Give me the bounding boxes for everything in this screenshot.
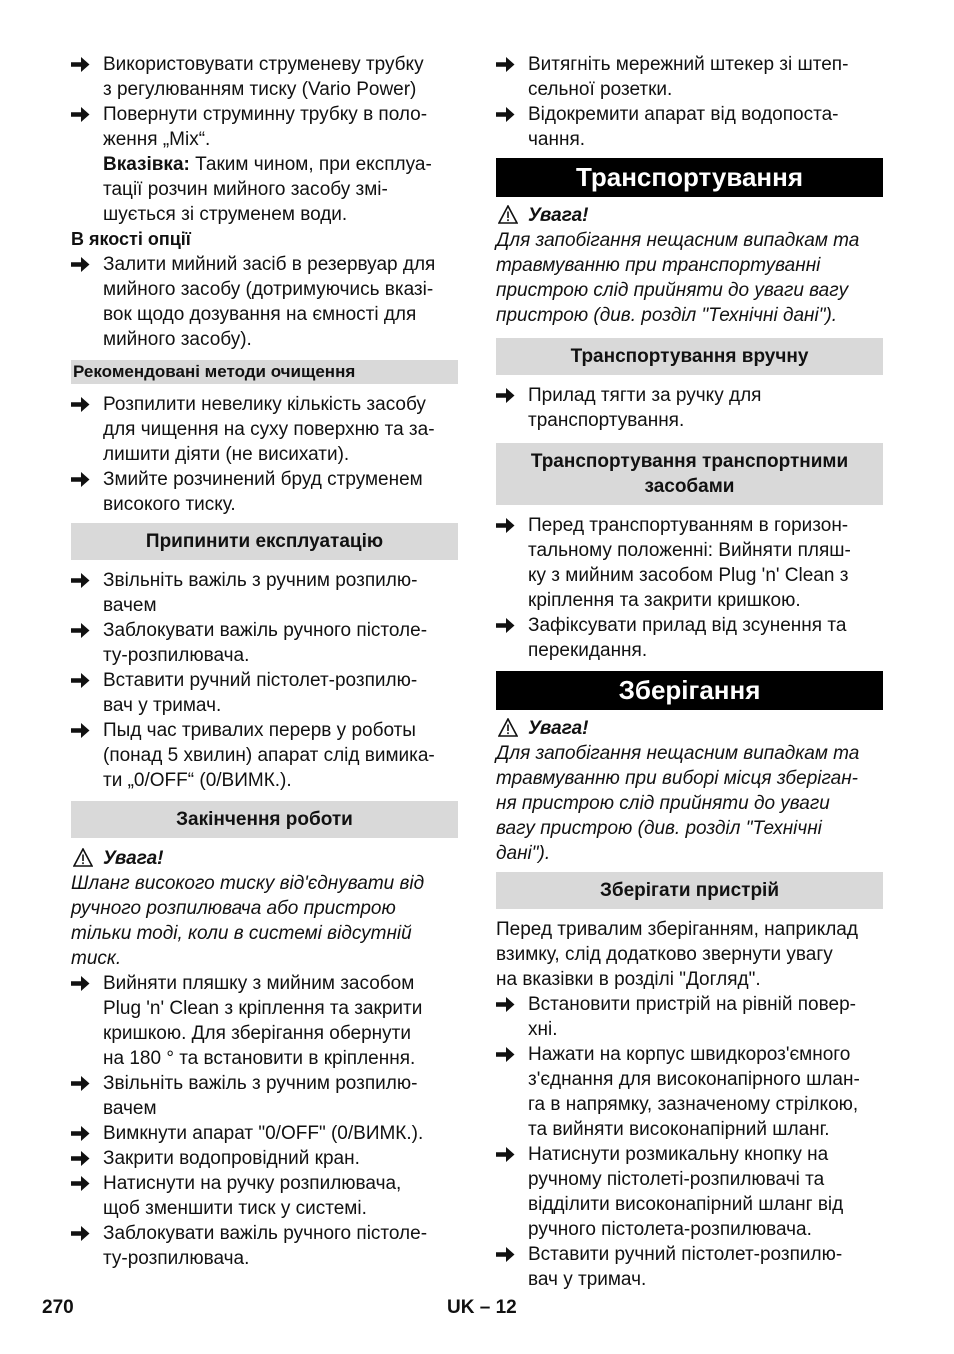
store-list bbox=[496, 992, 883, 1292]
list-item-text: Пыд час тривалих перерв у роботы bbox=[103, 720, 416, 741]
manual-heading: Транспортування вручну bbox=[496, 338, 883, 375]
arrow-right-icon bbox=[496, 996, 515, 1013]
list-item-text: Вставити ручний пістолет-розпилю- bbox=[103, 670, 418, 691]
list-item bbox=[71, 718, 458, 793]
list-item bbox=[496, 513, 883, 613]
arrow-right-icon bbox=[496, 517, 515, 534]
list-item-text: Вийняти пляшку з мийним засобом bbox=[103, 973, 415, 994]
list-item-text: га в напрямку, зазначеному стрілкою, bbox=[528, 1094, 859, 1115]
list-item bbox=[496, 383, 883, 433]
list-item-text: Вставити ручний пістолет-розпилю- bbox=[528, 1244, 843, 1265]
text-line: пристрою слід прийняти до уваги вагу bbox=[496, 280, 849, 301]
text-line: Перед тривалим зберіганням, наприклад bbox=[496, 919, 858, 940]
list-item bbox=[71, 1121, 458, 1146]
list-item-text: Заблокувати важіль ручного пістоле- bbox=[103, 620, 428, 641]
arrow-right-icon bbox=[496, 1246, 515, 1263]
text-line: пристрою (див. розділ "Технічні дані"). bbox=[496, 305, 838, 326]
list-item-text: Закрити водопровідний кран. bbox=[103, 1148, 360, 1169]
list-item-text: ручного пістолета-розпилювача. bbox=[528, 1219, 812, 1240]
finish-warning-title bbox=[71, 846, 458, 871]
arrow-right-icon bbox=[71, 106, 90, 123]
warning-triangle-icon bbox=[498, 205, 518, 224]
transport-warning-label: Увага! bbox=[528, 205, 589, 226]
arrow-right-icon bbox=[71, 1175, 90, 1192]
list-item-text: для чищення на суху поверхню та за- bbox=[103, 419, 435, 440]
text-line: ня пристрою слід прийняти до уваги bbox=[496, 793, 830, 814]
note-line-1 bbox=[71, 152, 458, 177]
list-item-text: високого тиску. bbox=[103, 494, 236, 515]
arrow-right-icon bbox=[71, 256, 90, 273]
list-item-text: Встановити пристрій на рівній повер- bbox=[528, 994, 856, 1015]
warning-triangle-icon bbox=[73, 848, 93, 867]
list-item-text: ження „Mix“. bbox=[103, 129, 211, 150]
list-item-text: Натиснути на ручку розпилювача, bbox=[103, 1173, 402, 1194]
arrow-right-icon bbox=[71, 1225, 90, 1242]
list-item-text: чання. bbox=[528, 129, 586, 150]
list-item bbox=[496, 1042, 883, 1142]
list-item bbox=[496, 1242, 883, 1292]
text-line: травмуванню при транспортуванні bbox=[496, 255, 821, 276]
transport-heading: Транспортування bbox=[496, 158, 883, 197]
arrow-right-icon bbox=[71, 1075, 90, 1092]
list-item-text: Звільніть важіль з ручним розпилю- bbox=[103, 1073, 418, 1094]
list-item-text: на 180 ° та встановити в кріплення. bbox=[103, 1048, 416, 1069]
page-code: UK – 12 bbox=[447, 1297, 517, 1318]
list-item bbox=[71, 102, 458, 152]
vehicle-list bbox=[496, 513, 883, 663]
list-item bbox=[496, 613, 883, 663]
list-item bbox=[71, 252, 458, 352]
arrow-right-icon bbox=[496, 106, 515, 123]
list-item-text: Використовувати струменеву трубку bbox=[103, 54, 424, 75]
text-line: на вказівки в розділі "Догляд". bbox=[496, 969, 761, 990]
list-item-text: вачем bbox=[103, 595, 157, 616]
note-line-3: шується зі струменем води. bbox=[103, 204, 348, 225]
text-line: травмуванню при виборі місця зберіган- bbox=[496, 768, 858, 789]
finish-warning-text bbox=[71, 871, 458, 971]
arrow-right-icon bbox=[71, 1125, 90, 1142]
vehicle-heading-line-2: засобами bbox=[644, 476, 735, 497]
arrow-right-icon bbox=[71, 722, 90, 739]
arrow-right-icon bbox=[71, 1150, 90, 1167]
list-item-text: ту-розпилювача. bbox=[103, 645, 250, 666]
list-item-text: з'єднання для високонапірного шлан- bbox=[528, 1069, 860, 1090]
storage-warning-title bbox=[496, 716, 883, 741]
list-item bbox=[71, 1221, 458, 1271]
storage-heading: Зберігання bbox=[496, 671, 883, 710]
store-intro bbox=[496, 917, 883, 992]
list-item bbox=[71, 1071, 458, 1121]
note-label: Вказівка: bbox=[103, 154, 190, 175]
list-item bbox=[71, 971, 458, 1071]
arrow-right-icon bbox=[71, 672, 90, 689]
list-item-text: тальному положенні: Вийняти пляш- bbox=[528, 540, 851, 561]
list-item-text: мийного засобу). bbox=[103, 329, 252, 350]
list-item bbox=[71, 392, 458, 467]
text-line: тиск. bbox=[71, 948, 122, 969]
list-item bbox=[71, 568, 458, 618]
vehicle-heading bbox=[496, 443, 883, 505]
list-item-text: Заблокувати важіль ручного пістоле- bbox=[103, 1223, 428, 1244]
list-item-text: перекидання. bbox=[528, 640, 648, 661]
list-item-text: Перед транспортуванням в горизон- bbox=[528, 515, 849, 536]
text-line: вагу пристрою (див. розділ "Технічні bbox=[496, 818, 822, 839]
list-item-text: Plug 'n' Clean з кріплення та закрити bbox=[103, 998, 423, 1019]
list-item bbox=[496, 1142, 883, 1242]
text-line: Для запобігання нещасним випадкам та bbox=[496, 743, 860, 764]
list-item-text: ку з мийним засобом Plug 'n' Clean з bbox=[528, 565, 849, 586]
list-item-text: Звільніть важіль з ручним розпилю- bbox=[103, 570, 418, 591]
arrow-right-icon bbox=[71, 56, 90, 73]
right-column bbox=[496, 52, 883, 1292]
list-item-text: ти „0/OFF“ (0/ВИМК.). bbox=[103, 770, 292, 791]
note-text: Таким чином, при експлуа- bbox=[189, 154, 432, 175]
page-number: 270 bbox=[42, 1297, 74, 1318]
list-item-text: мийного засобу (дотримуючись вказі- bbox=[103, 279, 434, 300]
option-heading: В якості опції bbox=[71, 229, 191, 249]
list-item bbox=[71, 618, 458, 668]
finish-heading: Закінчення роботи bbox=[71, 801, 458, 838]
list-item bbox=[71, 668, 458, 718]
manual-list bbox=[496, 383, 883, 433]
list-item-text: кришкою. Для зберігання обернути bbox=[103, 1023, 411, 1044]
arrow-right-icon bbox=[496, 387, 515, 404]
text-line: взимку, слід додатково звернути увагу bbox=[496, 944, 833, 965]
list-item-text: Натиснути розмикальну кнопку на bbox=[528, 1144, 829, 1165]
list-item-text: Зафіксувати прилад від зсунення та bbox=[528, 615, 847, 636]
text-line: дані"). bbox=[496, 843, 551, 864]
list-item-text: відділити високонапірний шланг від bbox=[528, 1194, 844, 1215]
arrow-right-icon bbox=[496, 1046, 515, 1063]
text-line: ручного розпилювача або пристрою bbox=[71, 898, 396, 919]
note-line-2: тації розчин мийного засобу змі- bbox=[103, 179, 388, 200]
list-item-text: лишити діяти (не висихати). bbox=[103, 444, 350, 465]
arrow-right-icon bbox=[71, 396, 90, 413]
methods-list bbox=[71, 392, 458, 517]
left-column bbox=[71, 52, 458, 1271]
text-line: Шланг високого тиску від'єднувати від bbox=[71, 873, 425, 894]
list-item-text: ту-розпилювача. bbox=[103, 1248, 250, 1269]
list-item-text: Прилад тягти за ручку для bbox=[528, 385, 762, 406]
vehicle-heading-line-1: Транспортування транспортними bbox=[530, 451, 849, 472]
arrow-right-icon bbox=[71, 572, 90, 589]
list-item-text: вач у тримач. bbox=[103, 695, 222, 716]
list-item-text: та вийняти високонапірний шланг. bbox=[528, 1119, 830, 1140]
arrow-right-icon bbox=[496, 56, 515, 73]
arrow-right-icon bbox=[496, 1146, 515, 1163]
list-item-text: (понад 5 хвилин) апарат слід вимика- bbox=[103, 745, 435, 766]
list-item-text: Витягніть мережний штекер зі штеп- bbox=[528, 54, 849, 75]
list-item bbox=[496, 992, 883, 1042]
text-line: тільки тоді, коли в системі відсутній bbox=[71, 923, 412, 944]
list-item bbox=[496, 102, 883, 152]
list-item-text: Змийте розчинений бруд струменем bbox=[103, 469, 423, 490]
list-item-text: сельної розетки. bbox=[528, 79, 673, 100]
list-item bbox=[71, 1171, 458, 1221]
stop-heading: Припинити експлуатацію bbox=[71, 523, 458, 560]
list-item bbox=[496, 52, 883, 102]
list-item-text: Відокремити апарат від водопоста- bbox=[528, 104, 839, 125]
list-item-text: ручному пістолеті-розпилювачі та bbox=[528, 1169, 825, 1190]
list-item-text: вач у тримач. bbox=[528, 1269, 647, 1290]
option-list bbox=[71, 252, 458, 352]
top-list bbox=[496, 52, 883, 152]
storage-warning-text bbox=[496, 741, 883, 866]
list-item-text: Вимкнути апарат "0/OFF" (0/ВИМК.). bbox=[103, 1123, 424, 1144]
list-item bbox=[71, 1146, 458, 1171]
list-item-text: хні. bbox=[528, 1019, 558, 1040]
stop-list bbox=[71, 568, 458, 793]
list-item-text: кріплення та закрити кришкою. bbox=[528, 590, 801, 611]
intro-list bbox=[71, 52, 458, 152]
list-item-text: вок щодо дозування на ємності для bbox=[103, 304, 417, 325]
arrow-right-icon bbox=[71, 622, 90, 639]
storage-warning-label: Увага! bbox=[528, 718, 589, 739]
arrow-right-icon bbox=[71, 471, 90, 488]
store-device-heading: Зберігати пристрій bbox=[496, 872, 883, 909]
arrow-right-icon bbox=[71, 975, 90, 992]
list-item bbox=[71, 52, 458, 102]
list-item-text: Нажати на корпус швидкороз'ємного bbox=[528, 1044, 851, 1065]
finish-list bbox=[71, 971, 458, 1271]
transport-warning-title bbox=[496, 203, 883, 228]
list-item bbox=[71, 467, 458, 517]
warning-triangle-icon bbox=[498, 718, 518, 737]
list-item-text: з регулюванням тиску (Vario Power) bbox=[103, 79, 417, 100]
transport-warning-text bbox=[496, 228, 883, 328]
methods-heading: Рекомендовані методи очищення bbox=[71, 360, 458, 384]
finish-warning-label: Увага! bbox=[103, 848, 164, 869]
list-item-text: Залити мийний засіб в резервуар для bbox=[103, 254, 436, 275]
list-item-text: Повернути струминну трубку в поло- bbox=[103, 104, 428, 125]
list-item-text: щоб зменшити тиск у системі. bbox=[103, 1198, 367, 1219]
text-line: Для запобігання нещасним випадкам та bbox=[496, 230, 860, 251]
list-item-text: вачем bbox=[103, 1098, 157, 1119]
arrow-right-icon bbox=[496, 617, 515, 634]
list-item-text: Розпилити невелику кількість засобу bbox=[103, 394, 426, 415]
list-item-text: транспортування. bbox=[528, 410, 685, 431]
